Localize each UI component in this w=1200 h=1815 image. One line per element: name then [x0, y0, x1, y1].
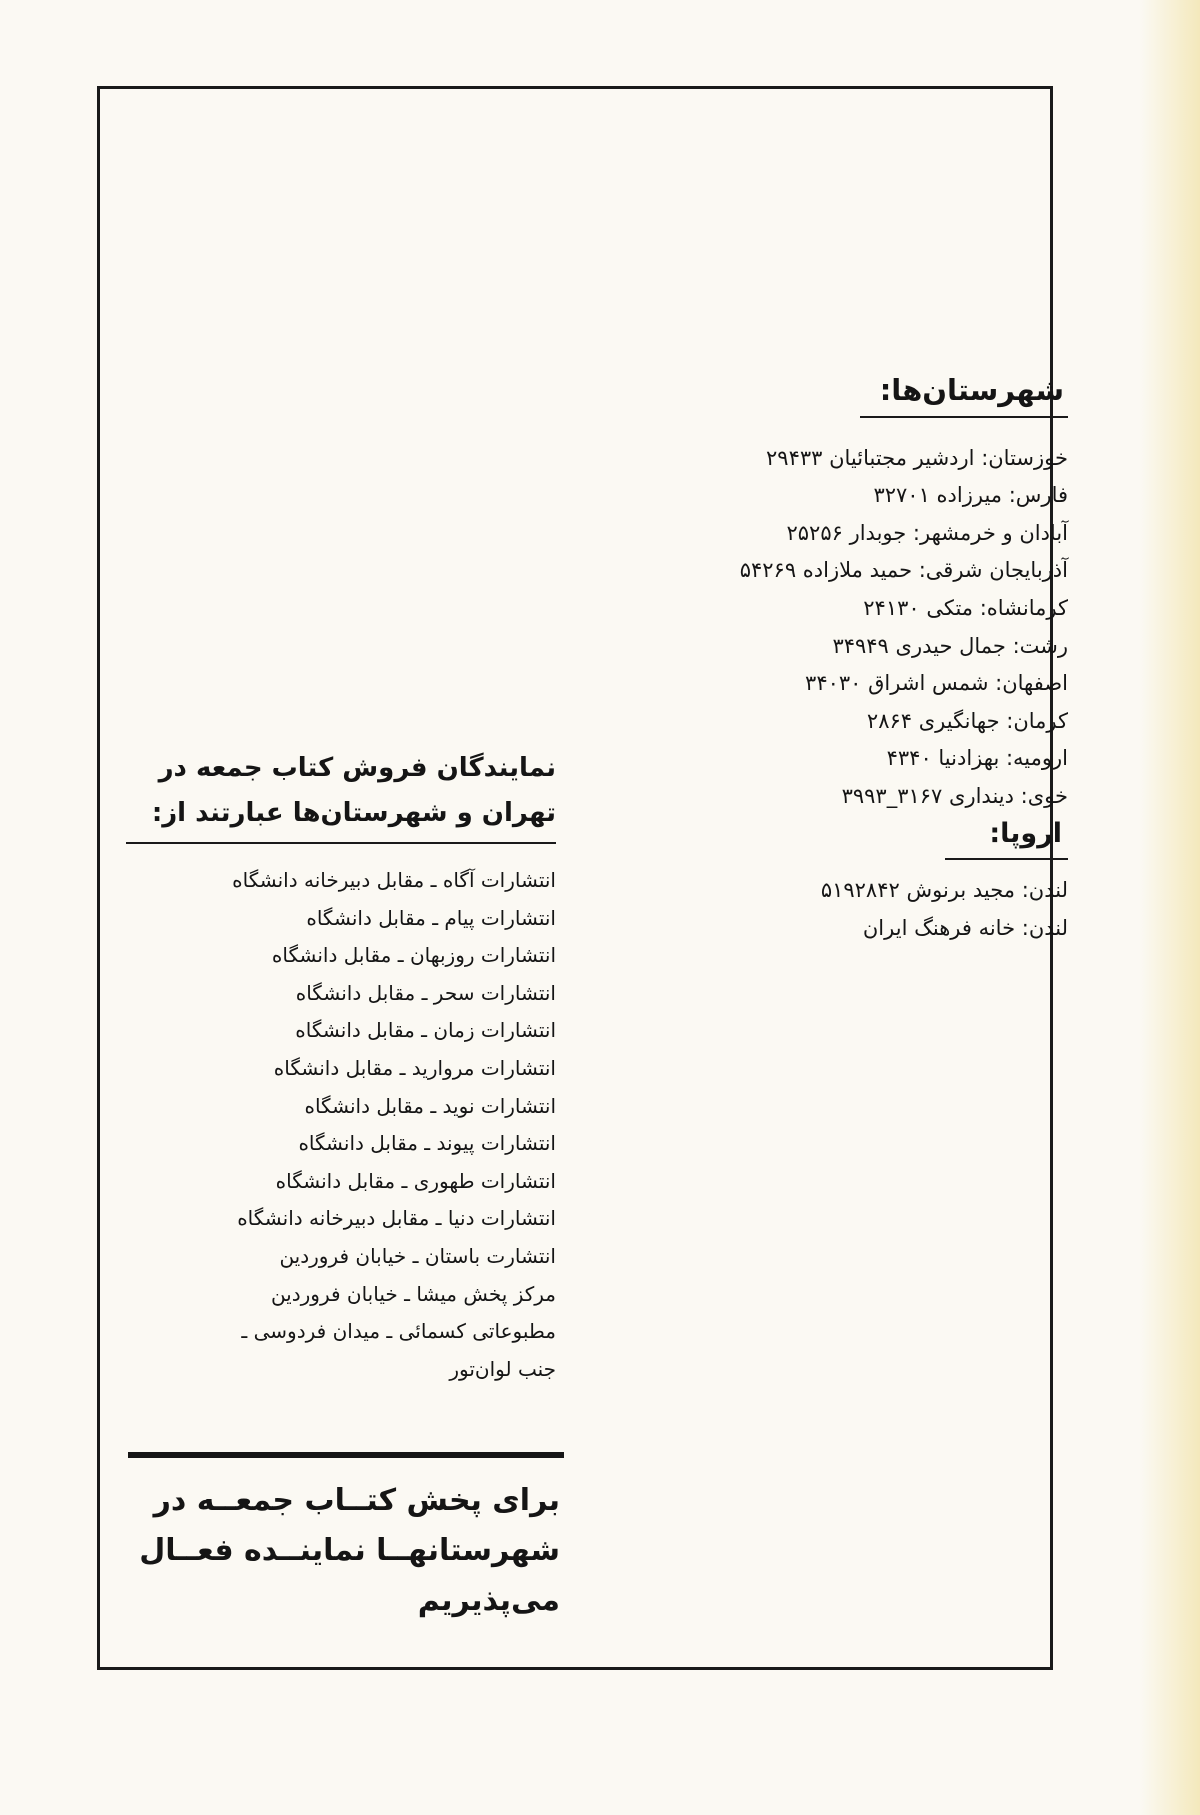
cities-list [648, 440, 1068, 816]
agent-entry: انتشارات پیوند ـ مقابل دانشگاه [298, 1131, 556, 1156]
sales-agents-heading-line: نمایندگان فروش کتاب جمعه در [158, 753, 556, 783]
cities-heading: شهرستان‌ها: [860, 372, 1068, 418]
distribution-notice-line: می‌پذیریم [417, 1583, 560, 1618]
agent-entry: انتشارات نوید ـ مقابل دانشگاه [304, 1093, 556, 1118]
europe-heading: اروپا: [945, 818, 1068, 860]
agent-entry: مرکز پخش میشا ـ خیابان فروردین [270, 1281, 556, 1306]
agent-entry: انتشارات سحر ـ مقابل دانشگاه [295, 980, 556, 1005]
city-entry: فارس: میرزاده ۳۲۷۰۱ [873, 483, 1068, 508]
agent-entry: انتشارات زمان ـ مقابل دانشگاه [295, 1018, 556, 1043]
distribution-notice-line: شهرستانهــا نماینــده فعــال [139, 1533, 560, 1568]
city-entry: خوزستان: اردشیر مجتبائیان ۲۹۴۳۳ [766, 445, 1068, 470]
city-entry: آذربایجان شرقی: حمید ملازاده ۵۴۲۶۹ [739, 558, 1068, 583]
city-entry: ارومیه: بهزادنیا ۴۳۴۰ [886, 746, 1068, 771]
agent-entry: انتشارات پیام ـ مقابل دانشگاه [306, 905, 556, 930]
city-entry: رشت: جمال حیدری ۳۴۹۴۹ [832, 633, 1068, 658]
sales-agents-list [126, 862, 556, 1388]
paper-edge-stain [1140, 0, 1200, 1815]
sales-agents-heading [126, 746, 556, 844]
agent-entry: انتشارات دنیا ـ مقابل دبیرخانه دانشگاه [237, 1206, 556, 1231]
agent-entry: انتشارت باستان ـ خیابان فروردین [279, 1243, 556, 1268]
sales-agents-section [126, 746, 556, 1388]
cities-section [648, 372, 1068, 947]
agent-entry: جنب لوان‌تور [449, 1356, 556, 1381]
europe-entry: لندن: خانه فرهنگ ایران [862, 915, 1068, 940]
agent-entry: انتشارات مروارید ـ مقابل دانشگاه [273, 1055, 556, 1080]
agent-entry: انتشارات طهوری ـ مقابل دانشگاه [275, 1168, 556, 1193]
agent-entry: انتشارات روزبهان ـ مقابل دانشگاه [271, 943, 556, 968]
city-entry: کرمانشاه: متکی ۲۴۱۳۰ [863, 596, 1068, 621]
sales-agents-heading-line: تهران و شهرستان‌ها عبارتند از: [151, 798, 556, 828]
city-entry: آبادان و خرمشهر: جوبدار ۲۵۲۵۶ [786, 520, 1068, 545]
section-divider-rule [128, 1452, 564, 1458]
agent-entry: مطبوعاتی کسمائی ـ میدان فردوسی ـ [241, 1319, 556, 1344]
distribution-notice-line: برای پخش کتــاب جمعــه در [153, 1483, 560, 1518]
europe-entry: لندن: مجید برنوش ۵۱۹۲۸۴۲ [820, 878, 1068, 903]
distribution-notice [130, 1476, 560, 1626]
city-entry: اصفهان: شمس اشراق ۳۴۰۳۰ [805, 671, 1068, 696]
city-entry: خوی: دینداری ۳۱۶۷_۳۹۹۳ [841, 784, 1068, 809]
europe-list [648, 872, 1068, 947]
agent-entry: انتشارات آگاه ـ مقابل دبیرخانه دانشگاه [232, 868, 556, 892]
city-entry: کرمان: جهانگیری ۲۸۶۴ [866, 708, 1068, 733]
